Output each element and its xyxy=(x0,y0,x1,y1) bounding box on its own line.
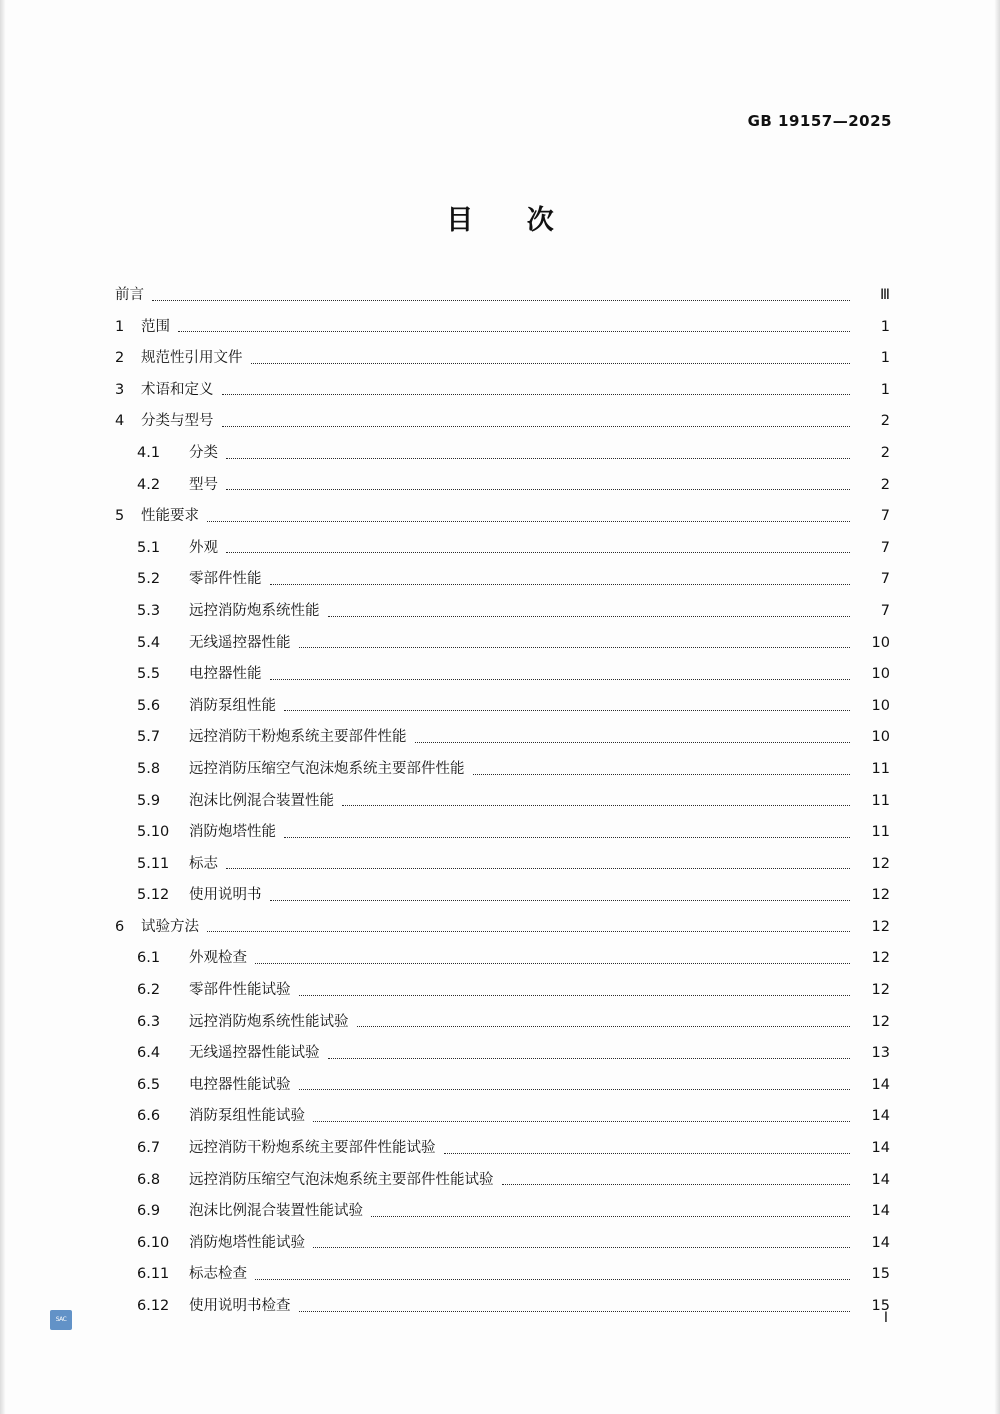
toc-entry-page: 14 xyxy=(871,1108,890,1125)
toc-entry-label: 术语和定义 xyxy=(141,381,214,398)
toc-entry-page: 2 xyxy=(880,444,890,461)
toc-entry-label: 性能要求 xyxy=(141,508,199,525)
toc-entry-label: 远控消防压缩空气泡沫炮系统主要部件性能 xyxy=(189,760,465,777)
toc-entry[interactable] xyxy=(115,1070,890,1102)
toc-entry-label: 型号 xyxy=(189,476,218,493)
toc-entry-page: 10 xyxy=(871,666,890,683)
toc-entry[interactable] xyxy=(115,470,890,502)
toc-entry[interactable] xyxy=(115,1007,890,1039)
toc-entry-label: 无线遥控器性能试验 xyxy=(189,1045,320,1062)
toc-entry-page: 11 xyxy=(871,824,890,841)
toc-entry-page: 12 xyxy=(871,950,890,967)
toc-entry-number: 5.12 xyxy=(137,887,170,904)
toc-entry-page: 14 xyxy=(871,1076,890,1093)
toc-entry-label: 试验方法 xyxy=(141,918,199,935)
toc-entry-number: 6.7 xyxy=(137,1140,161,1157)
toc-entry-page: 14 xyxy=(871,1171,890,1188)
toc-entry-page: 7 xyxy=(880,508,890,525)
toc-entry-page: 1 xyxy=(880,381,890,398)
toc-entry[interactable] xyxy=(115,406,890,438)
toc-leader-dots xyxy=(270,880,851,912)
toc-entry[interactable] xyxy=(115,659,890,691)
toc-leader-dots xyxy=(444,1133,851,1165)
toc-entry-number: 6.5 xyxy=(137,1076,161,1093)
toc-leader-dots xyxy=(226,438,850,470)
toc-entry-number: 6.2 xyxy=(137,982,161,999)
toc-entry[interactable] xyxy=(115,943,890,975)
toc-entry[interactable] xyxy=(115,1133,890,1165)
toc-entry-number: 6.6 xyxy=(137,1108,161,1125)
toc-leader-dots xyxy=(226,533,850,565)
toc-entry-label: 零部件性能 xyxy=(189,571,262,588)
toc-entry-page: 15 xyxy=(871,1266,890,1283)
toc-entry-page: 12 xyxy=(871,918,890,935)
toc-entry-number: 5.1 xyxy=(137,539,161,556)
toc-entry-number: 6.8 xyxy=(137,1171,161,1188)
toc-leader-dots xyxy=(299,975,851,1007)
toc-leader-dots xyxy=(328,596,851,628)
toc-entry-number: 5.8 xyxy=(137,760,161,777)
toc-entry-number: 6.4 xyxy=(137,1045,161,1062)
toc-entry-number: 5.2 xyxy=(137,571,161,588)
toc-entry[interactable] xyxy=(115,343,890,375)
toc-entry-number: 5.6 xyxy=(137,697,161,714)
toc-entry-page: 10 xyxy=(871,697,890,714)
toc-leader-dots xyxy=(313,1101,850,1133)
toc-entry[interactable] xyxy=(115,849,890,881)
toc-entry-label: 远控消防干粉炮系统主要部件性能试验 xyxy=(189,1140,436,1157)
toc-entry-label: 分类与型号 xyxy=(141,413,214,430)
toc-entry-page: 1 xyxy=(880,318,890,335)
toc-leader-dots xyxy=(357,1007,851,1039)
toc-leader-dots xyxy=(222,406,851,438)
toc-leader-dots xyxy=(255,943,850,975)
toc-entry-page: 7 xyxy=(880,539,890,556)
toc-entry[interactable] xyxy=(115,280,890,312)
toc-entry[interactable] xyxy=(115,975,890,1007)
toc-entry-label: 泡沫比例混合装置性能 xyxy=(189,792,334,809)
toc-entry-page: 12 xyxy=(871,1013,890,1030)
toc-entry-number: 1 xyxy=(115,318,125,335)
toc-leader-dots xyxy=(284,817,850,849)
toc-entry-page: 12 xyxy=(871,887,890,904)
toc-entry-page: 13 xyxy=(871,1045,890,1062)
toc-leader-dots xyxy=(222,375,851,407)
toc-entry-label: 使用说明书 xyxy=(189,887,262,904)
toc-leader-dots xyxy=(251,343,851,375)
toc-entry-label: 外观检查 xyxy=(189,950,247,967)
toc-entry-number: 5.4 xyxy=(137,634,161,651)
toc-entry-number: 4 xyxy=(115,413,125,430)
toc-entry-label: 电控器性能 xyxy=(189,666,262,683)
toc-entry-page: 1 xyxy=(880,350,890,367)
toc-entry[interactable] xyxy=(115,438,890,470)
toc-entry[interactable] xyxy=(115,691,890,723)
page-title: 目 次 xyxy=(446,205,576,236)
toc-entry-number: 3 xyxy=(115,381,125,398)
toc-entry-label: 标志 xyxy=(189,855,218,872)
toc-leader-dots xyxy=(299,628,851,660)
toc-entry-number: 6.10 xyxy=(137,1234,170,1251)
toc-entry-label: 使用说明书检查 xyxy=(189,1298,291,1314)
toc-leader-dots xyxy=(371,1196,850,1228)
toc-entry[interactable] xyxy=(115,1291,890,1323)
toc-leader-dots xyxy=(502,1165,851,1197)
toc-leader-dots xyxy=(152,280,850,312)
toc-entry[interactable] xyxy=(115,1038,890,1070)
toc-entry[interactable] xyxy=(115,880,890,912)
toc-entry-number: 6 xyxy=(115,918,125,935)
toc-entry-number: 6.3 xyxy=(137,1013,161,1030)
toc-entry-page: 10 xyxy=(871,729,890,746)
toc-entry-label: 消防泵组性能试验 xyxy=(189,1108,305,1125)
toc-entry-label: 消防炮塔性能 xyxy=(189,824,276,841)
toc-entry-label: 远控消防炮系统性能试验 xyxy=(189,1013,349,1030)
toc-leader-dots xyxy=(313,1228,850,1260)
toc-entry-number: 6.11 xyxy=(137,1266,170,1283)
toc-leader-dots xyxy=(207,912,850,944)
toc-leader-dots xyxy=(415,722,851,754)
table-of-contents xyxy=(115,280,890,1323)
toc-leader-dots xyxy=(207,501,850,533)
toc-entry-page: 11 xyxy=(871,760,890,777)
toc-entry-page: 14 xyxy=(871,1203,890,1220)
toc-leader-dots xyxy=(284,691,850,723)
toc-leader-dots xyxy=(255,1259,850,1291)
toc-entry[interactable] xyxy=(115,501,890,533)
toc-entry[interactable] xyxy=(115,564,890,596)
toc-entry-page: 11 xyxy=(871,792,890,809)
toc-entry-number: 5 xyxy=(115,508,125,525)
toc-entry-label: 无线遥控器性能 xyxy=(189,634,291,651)
toc-entry-number: 6.1 xyxy=(137,950,161,967)
toc-entry-label: 范围 xyxy=(141,318,170,335)
toc-entry[interactable] xyxy=(115,1196,890,1228)
toc-entry[interactable] xyxy=(115,722,890,754)
toc-entry[interactable] xyxy=(115,375,890,407)
toc-entry[interactable] xyxy=(115,754,890,786)
toc-entry-label: 零部件性能试验 xyxy=(189,982,291,999)
footer-page-number: I xyxy=(883,1310,888,1326)
toc-entry-label: 规范性引用文件 xyxy=(141,350,243,367)
toc-entry-number: 5.10 xyxy=(137,824,170,841)
toc-entry-page: 2 xyxy=(880,476,890,493)
toc-entry-page: 2 xyxy=(880,413,890,430)
toc-leader-dots xyxy=(270,659,851,691)
standard-code-header: GB 19157—2025 xyxy=(747,112,892,130)
toc-entry-page: Ⅲ xyxy=(880,287,890,303)
toc-entry[interactable] xyxy=(115,1259,890,1291)
toc-entry-number: 5.9 xyxy=(137,792,161,809)
toc-entry[interactable] xyxy=(115,628,890,660)
toc-leader-dots xyxy=(178,312,850,344)
toc-entry-label: 电控器性能试验 xyxy=(189,1076,291,1093)
toc-leader-dots xyxy=(473,754,851,786)
toc-entry[interactable] xyxy=(115,1101,890,1133)
toc-entry-page: 14 xyxy=(871,1234,890,1251)
toc-leader-dots xyxy=(342,786,850,818)
toc-entry-label: 消防泵组性能 xyxy=(189,697,276,714)
toc-entry-page: 7 xyxy=(880,571,890,588)
toc-entry-number: 4.1 xyxy=(137,444,161,461)
toc-entry-page: 7 xyxy=(880,602,890,619)
toc-entry-page: 12 xyxy=(871,855,890,872)
toc-entry-number: 5.7 xyxy=(137,729,161,746)
toc-entry[interactable] xyxy=(115,1165,890,1197)
toc-entry-label: 远控消防炮系统性能 xyxy=(189,602,320,619)
toc-entry-number: 5.5 xyxy=(137,666,161,683)
toc-entry[interactable] xyxy=(115,533,890,565)
toc-entry-label: 泡沫比例混合装置性能试验 xyxy=(189,1203,363,1220)
toc-leader-dots xyxy=(299,1291,851,1323)
toc-entry-number: 6.9 xyxy=(137,1203,161,1220)
toc-entry-number: 5.3 xyxy=(137,602,161,619)
toc-entry-number: 6.12 xyxy=(137,1298,170,1314)
toc-entry-number: 2 xyxy=(115,350,125,367)
organization-logo: SAC xyxy=(50,1310,72,1330)
toc-entry-label: 标志检查 xyxy=(189,1266,247,1283)
toc-leader-dots xyxy=(270,564,851,596)
toc-entry[interactable] xyxy=(115,817,890,849)
toc-entry[interactable] xyxy=(115,786,890,818)
toc-leader-dots xyxy=(226,470,850,502)
toc-entry-label: 远控消防干粉炮系统主要部件性能 xyxy=(189,729,407,746)
toc-entry[interactable] xyxy=(115,1228,890,1260)
toc-entry-label: 远控消防压缩空气泡沫炮系统主要部件性能试验 xyxy=(189,1171,494,1188)
toc-entry-number: 4.2 xyxy=(137,476,161,493)
toc-leader-dots xyxy=(299,1070,851,1102)
toc-leader-dots xyxy=(328,1038,851,1070)
toc-entry-label: 前言 xyxy=(115,287,144,303)
toc-entry-label: 分类 xyxy=(189,444,218,461)
toc-entry-label: 消防炮塔性能试验 xyxy=(189,1234,305,1251)
toc-entry[interactable] xyxy=(115,596,890,628)
toc-entry-page: 12 xyxy=(871,982,890,999)
toc-entry[interactable] xyxy=(115,312,890,344)
toc-entry[interactable] xyxy=(115,912,890,944)
toc-entry-page: 10 xyxy=(871,634,890,651)
toc-entry-page: 14 xyxy=(871,1140,890,1157)
toc-leader-dots xyxy=(226,849,850,881)
toc-entry-label: 外观 xyxy=(189,539,218,556)
toc-entry-number: 5.11 xyxy=(137,855,170,872)
toc-entry-page: 15 xyxy=(871,1298,890,1314)
